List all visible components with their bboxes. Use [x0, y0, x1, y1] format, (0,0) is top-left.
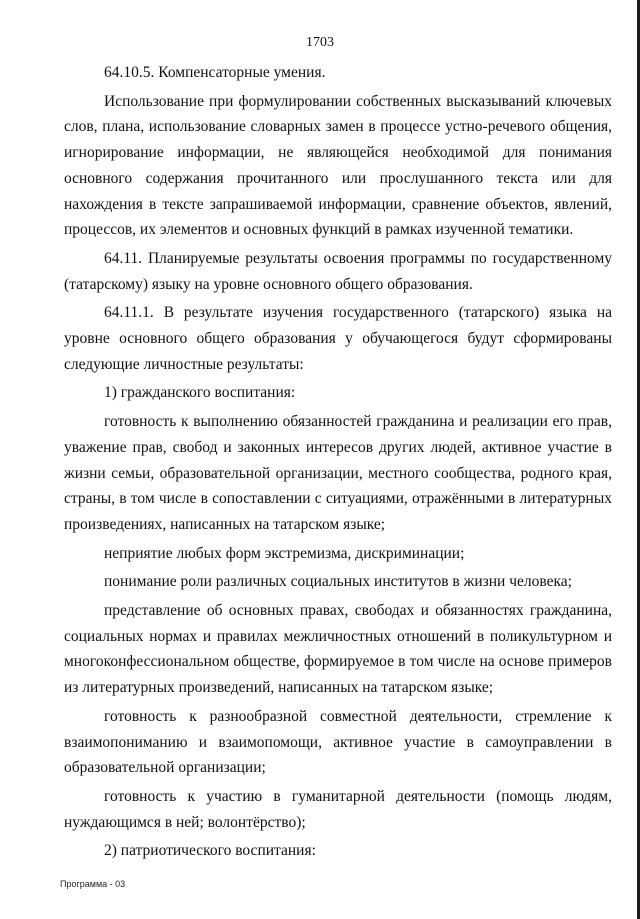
section-heading-64-10-5: 64.10.5. Компенсаторные умения.: [104, 64, 326, 81]
paragraph-humanitarian: готовность к участию в гуманитарной деятельности (помощь людям, нуждающимся в ней; волонтёрство);: [64, 787, 612, 831]
paragraph-social-institutions: понимание роли различных социальных институтов в жизни человека;: [104, 573, 572, 591]
paragraph-rights-freedoms: представление об основных правах, свободах и обязанностях гражданина, социальных нормах и правилах межличностных отношений в поликультурном и многоконфессиональном обществе, формируемое в том числе на основе примеров из литературных произведений, написанных на татарском языке;: [64, 602, 612, 697]
page-footer: Программа - 03: [60, 879, 126, 889]
paragraph-civic-readiness: готовность к выполнению обязанностей гражданина и реализации его прав, уважение прав, свобод и законных интересов других людей, активное участие в жизни семьи, образовательной организации, местного сообщества, родного края, страны, в том числе в сопоставлении с ситуациями, отражёнными в литературных произведениях, написанных на татарском языке;: [64, 413, 612, 533]
paragraph-joint-activity: готовность к разнообразной совместной деятельности, стремление к взаимопониманию и взаимопомощи, активное участие в самоуправлении в образовательной организации;: [64, 707, 612, 777]
document-body: [64, 60, 612, 864]
list-heading-patriotic-education: 2) патриотического воспитания:: [104, 842, 316, 860]
page-number: 1703: [306, 35, 334, 50]
section-heading-64-11: 64.11. Планируемые результаты освоения программы по государственному (татарскому) языку на уровне основного общего образования.: [64, 249, 612, 293]
paragraph-extremism: неприятие любых форм экстремизма, дискриминации;: [104, 544, 465, 562]
paragraph-compensatory-skills: Использование при формулировании собственных высказываний ключевых слов, плана, использование словарных замен в процессе устно-речевого общения, игнорирование информации, не являющейся необходимой для понимания основного содержания прочитанного или прослушанного текста или для нахождения в тексте запрашиваемой информации, сравнение объектов, явлений, процессов, их элементов и основных функций в рамках изученной тематики.: [64, 92, 612, 239]
section-heading-64-11-1: 64.11.1. В результате изучения государственного (татарского) языка на уровне основного общего образования у обучающегося будут сформированы следующие личностные результаты:: [64, 304, 612, 373]
list-heading-civic-education: 1) гражданского воспитания:: [104, 384, 296, 402]
